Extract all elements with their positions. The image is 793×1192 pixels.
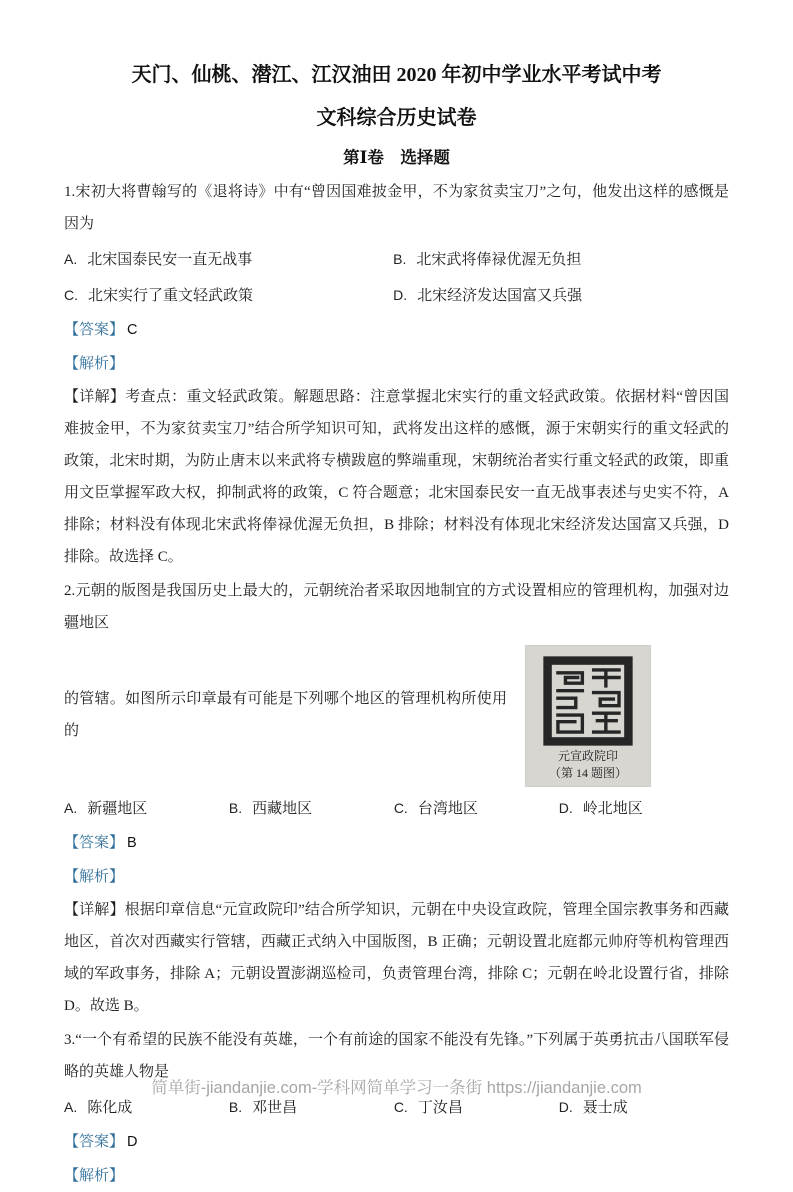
option-text: 北宋经济发达国富又兵强 bbox=[417, 288, 583, 304]
option-key: D. bbox=[558, 1099, 573, 1115]
question-2-stem-line-2: 的管辖。如图所示印章最有可能是下列哪个地区的管理机构所使用的 bbox=[64, 691, 507, 739]
question-2-stem-line-1: 2.元朝的版图是我国历史上最大的，元朝统治者采取因地制宜的方式设置相应的管理机构，加强对边疆地区 bbox=[64, 583, 729, 631]
title-line-1: 天门、仙桃、潜江、江汉油田 2020 年初中学业水平考试中考 bbox=[131, 64, 662, 86]
seal-stamp-image bbox=[541, 654, 635, 748]
option-key: B. bbox=[228, 800, 243, 816]
question-1-options bbox=[64, 244, 729, 276]
option-key: A. bbox=[64, 251, 78, 267]
answer-value: B bbox=[127, 835, 137, 851]
page-title bbox=[64, 54, 729, 140]
figure-caption-line-1: 元宣政院印 bbox=[557, 749, 618, 763]
question-1-answer-line bbox=[64, 314, 729, 346]
option-text: 台湾地区 bbox=[417, 801, 478, 817]
answer-value: D bbox=[127, 1134, 138, 1150]
analysis-label: 【解析】 bbox=[64, 869, 125, 885]
question-2-figure bbox=[525, 645, 651, 787]
option-key: C. bbox=[393, 1099, 408, 1115]
question-1-option-d bbox=[393, 280, 722, 312]
option-text: 邓世昌 bbox=[252, 1100, 298, 1116]
title-line-2: 文科综合历史试卷 bbox=[316, 107, 477, 129]
question-2-options bbox=[64, 793, 729, 825]
option-key: B. bbox=[228, 1099, 243, 1115]
question-1-stem: 1.宋初大将曹翰写的《退将诗》中有“曾因国难披金甲，不为家贫卖宝刀”之句，他发出这样的感慨是因为 bbox=[64, 184, 729, 232]
option-text: 北宋国泰民安一直无战事 bbox=[87, 252, 253, 268]
question-2-detail: 【详解】根据印章信息“元宣政院印”结合所学知识，元朝在中央设宣政院，管理全国宗教事务和西藏地区，首次对西藏实行管辖，西藏正式纳入中国版图，B 正确；元朝设置北庭都元帅府等机构管理西域的军政事务，排除 A；元朝设置澎湖巡检司，负责管理台湾，排除 C；元朝在岭北设置行省，排除 D。故选 B。 bbox=[64, 902, 729, 1014]
option-key: D. bbox=[558, 800, 573, 816]
option-key: A. bbox=[64, 800, 78, 816]
question-1-detail: 【详解】考查点：重文轻武政策。解题思路：注意掌握北宋实行的重文轻武政策。依据材料“曾因国难披金甲，不为家贫卖宝刀”结合所学知识可知，武将发出这样的感慨，源于宋朝实行的重文轻武的政策，北宋时期，为防止唐末以来武将专横跋扈的弊端重现，宋朝统治者实行重文轻武的政策，即重用文臣掌握军政大权，抑制武将的政策，C 符合题意；北宋国泰民安一直无战事表述与史实不符，A 排除；材料没有体现北宋武将俸禄优渥无负担，B 排除；材料没有体现北宋经济发达国富又兵强，D 排除。故选择 C。 bbox=[64, 389, 729, 565]
question-1-options-row-2 bbox=[64, 280, 729, 312]
question-1-option-c bbox=[64, 280, 393, 312]
option-key: B. bbox=[393, 251, 407, 267]
question-1-option-a bbox=[64, 244, 393, 276]
question-2-body bbox=[64, 639, 729, 789]
option-text: 聂士成 bbox=[582, 1100, 628, 1116]
answer-label: 【答案】 bbox=[64, 322, 125, 338]
option-text: 新疆地区 bbox=[87, 801, 148, 817]
question-3-analysis-line bbox=[64, 1160, 729, 1192]
section-heading: 第Ⅰ卷 选择题 bbox=[343, 148, 450, 167]
question-3-stem: 3.“一个有希望的民族不能没有英雄，一个有前途的国家不能没有先锋。”下列属于英勇抗击八国联军侵略的英雄人物是 bbox=[64, 1032, 729, 1080]
option-text: 丁汝昌 bbox=[417, 1100, 463, 1116]
analysis-label: 【解析】 bbox=[64, 1168, 125, 1184]
question-2-option-a bbox=[64, 793, 229, 825]
figure-caption-line-2: （第 14 题图） bbox=[548, 766, 627, 780]
answer-value: C bbox=[127, 322, 138, 338]
option-key: A. bbox=[64, 1099, 78, 1115]
question-1-analysis-line bbox=[64, 348, 729, 380]
option-key: C. bbox=[393, 800, 408, 816]
watermark-footer: 简单街-jiandanjie.com-学科网简单学习一条街 https://jiandanjie.com bbox=[151, 1079, 642, 1097]
analysis-label: 【解析】 bbox=[64, 356, 125, 372]
answer-label: 【答案】 bbox=[64, 1134, 125, 1150]
option-key: C. bbox=[64, 287, 78, 303]
question-1-option-b bbox=[393, 244, 722, 276]
question-2-option-b bbox=[229, 793, 394, 825]
question-2-option-d bbox=[559, 793, 724, 825]
question-2-option-c bbox=[394, 793, 559, 825]
option-text: 岭北地区 bbox=[582, 801, 643, 817]
option-text: 陈化成 bbox=[87, 1100, 133, 1116]
option-text: 北宋武将俸禄优渥无负担 bbox=[416, 252, 582, 268]
answer-label: 【答案】 bbox=[64, 835, 125, 851]
option-text: 北宋实行了重文轻武政策 bbox=[88, 288, 254, 304]
question-2-analysis-line bbox=[64, 861, 729, 893]
question-3-answer-line bbox=[64, 1126, 729, 1158]
option-text: 西藏地区 bbox=[252, 801, 313, 817]
question-2-answer-line bbox=[64, 827, 729, 859]
option-key: D. bbox=[393, 287, 408, 303]
